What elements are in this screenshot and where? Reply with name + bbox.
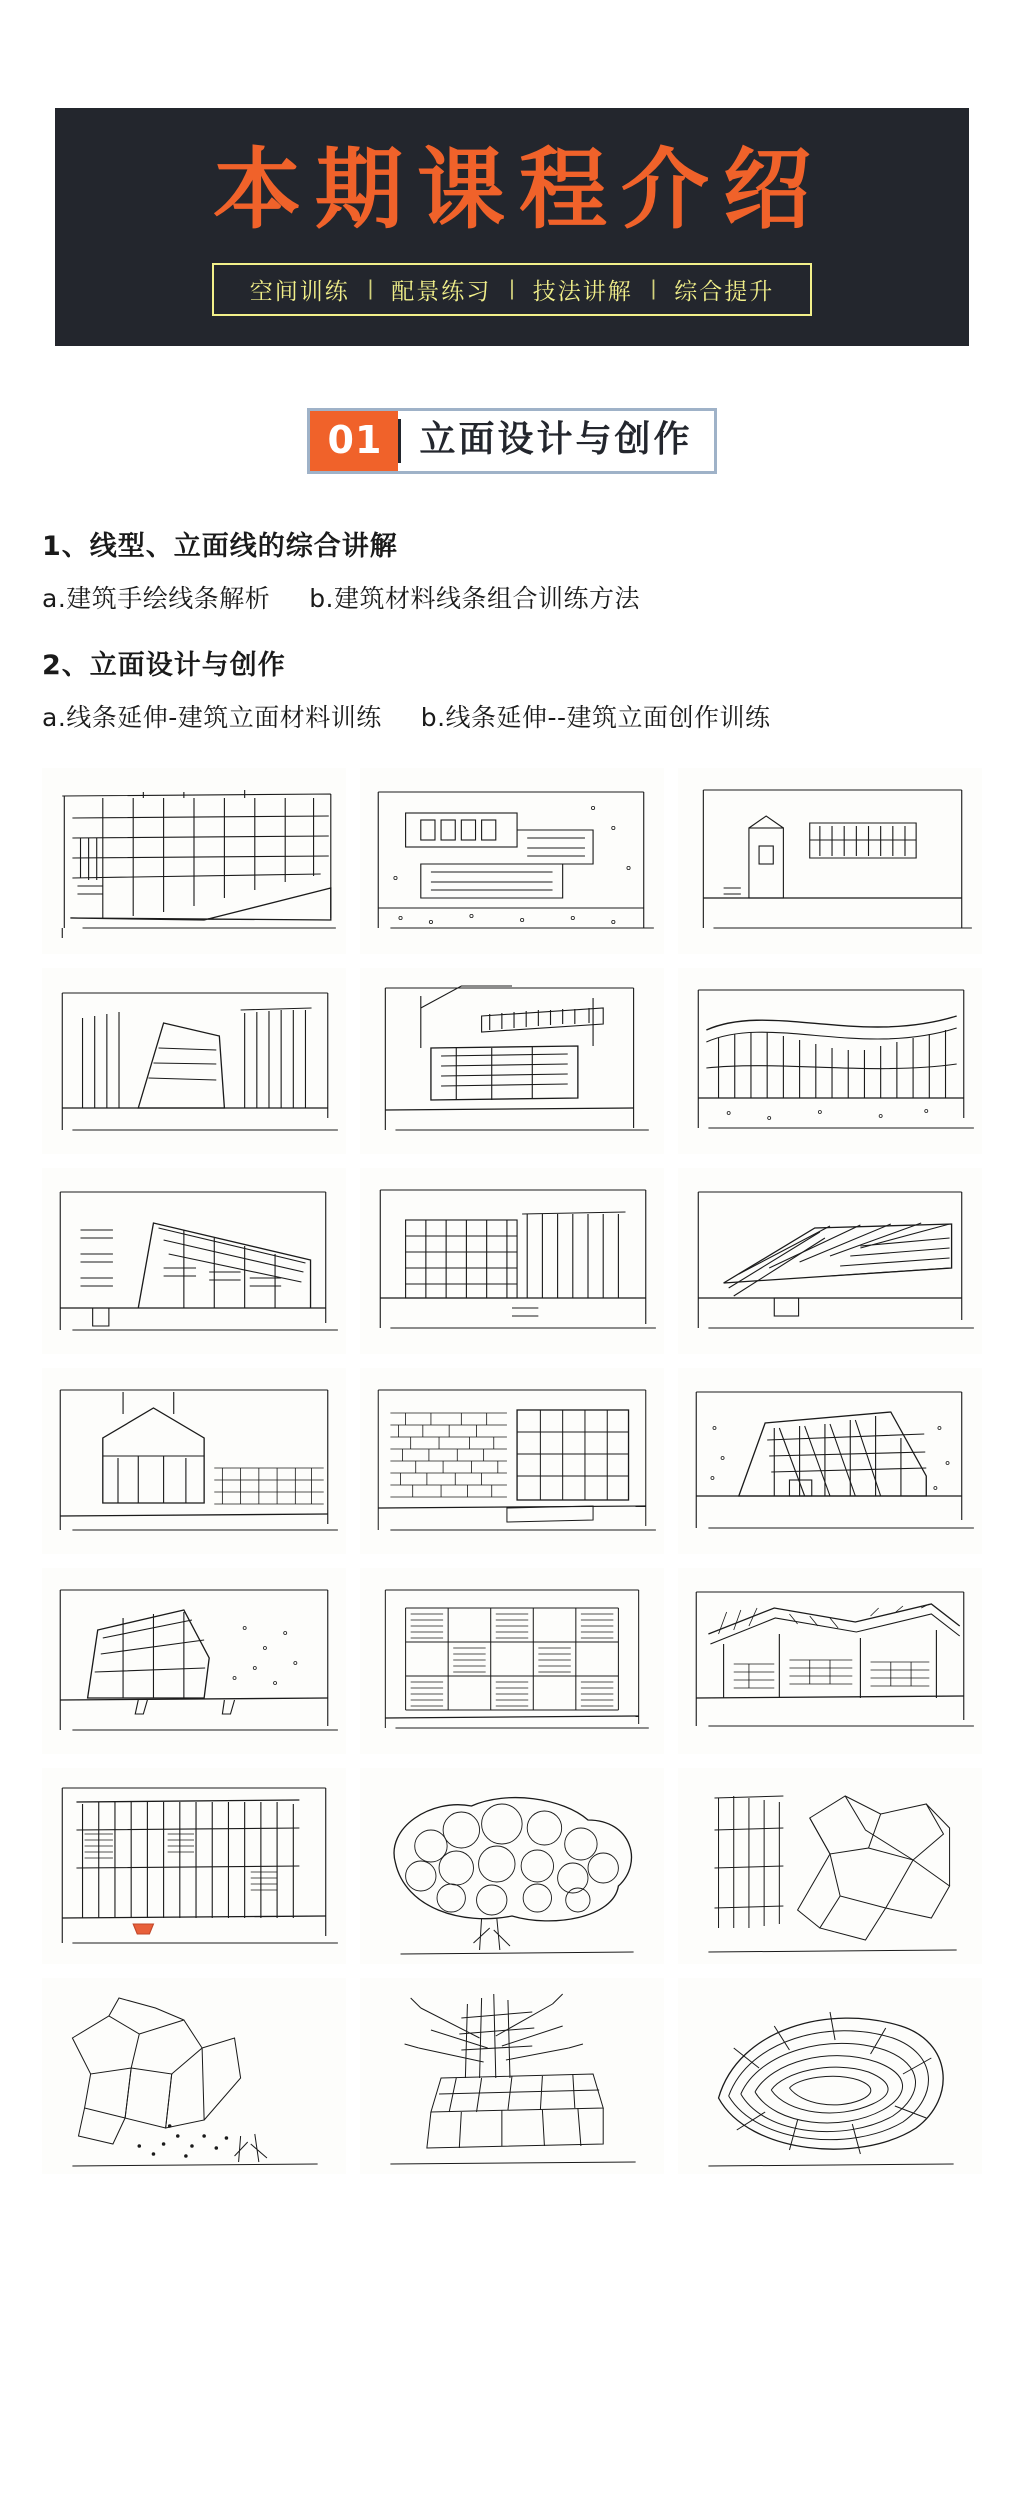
section-badge-wrapper [0, 408, 1024, 474]
outline-items-2 [42, 698, 982, 734]
gallery-row [42, 1978, 982, 2174]
sketch-facade-checker-grid [360, 1568, 664, 1754]
hero-banner [55, 108, 969, 346]
sketch-facade-vertical-louvre [42, 1768, 346, 1964]
outline-items-1 [42, 579, 982, 615]
course-outline [42, 524, 982, 734]
gallery-row [42, 1168, 982, 1354]
outline-item-1b: b.建筑材料线条组合训练方法 [309, 583, 641, 613]
sketch-facade-small-pavilion [678, 768, 982, 954]
sketch-scene-tree-cluster [360, 1768, 664, 1964]
gallery-row [42, 1368, 982, 1554]
sketch-facade-stepped-blocks [360, 768, 664, 954]
gallery-row [42, 768, 982, 954]
sketch-gallery [42, 768, 982, 2174]
hero-tag-2: 配景练习 [391, 277, 492, 304]
outline-item-2b: b.线条延伸--建筑立面创作训练 [420, 702, 771, 732]
page-title: 本期课程介绍 [212, 138, 825, 241]
outline-item-2a: a.线条延伸-建筑立面材料训练 [42, 702, 382, 732]
sketch-facade-gable-house [42, 1368, 346, 1554]
poster-page [0, 108, 1024, 2174]
gallery-row [42, 968, 982, 1154]
sketch-facade-grid-ramp [42, 768, 346, 954]
hero-tag-separator: | [509, 277, 515, 301]
sketch-scene-fragmented-blocks [42, 1978, 346, 2174]
outline-item-1a: a.建筑手绘线条解析 [42, 583, 271, 613]
section-badge [307, 408, 718, 474]
sketch-facade-truss-slope [42, 1168, 346, 1354]
sketch-facade-folded-roof [678, 1368, 982, 1554]
section-number: 01 [310, 411, 399, 471]
sketch-facade-diagonal-lattice [678, 1168, 982, 1354]
outline-heading-2: 2、立面设计与创作 [42, 649, 286, 681]
outline-heading-1: 1、线型、立面线的综合讲解 [42, 530, 398, 562]
sketch-facade-pavilion-canopy [678, 1568, 982, 1754]
hero-tag-separator: | [367, 277, 374, 301]
gallery-row [42, 1568, 982, 1754]
sketch-facade-angled-wall [42, 968, 346, 1154]
section-title: 立面设计与创作 [419, 418, 693, 460]
hero-tag-separator: | [650, 277, 657, 301]
sketch-facade-cantilever-beam [360, 968, 664, 1154]
sketch-scene-abstract-shards [678, 1768, 982, 1964]
gallery-row [42, 1768, 982, 1964]
sketch-facade-window-bay [360, 1168, 664, 1354]
hero-tag-strip [212, 263, 812, 316]
sketch-scene-organic-swirl [678, 1978, 982, 2174]
hero-tag-1: 空间训练 [249, 277, 350, 304]
sketch-facade-stone-wall-window [360, 1368, 664, 1554]
hero-tag-3: 技法讲解 [532, 277, 633, 304]
sketch-scene-bamboo-structure [360, 1978, 664, 2174]
sketch-facade-curved-roof [678, 968, 982, 1154]
sketch-facade-tilted-frame [42, 1568, 346, 1754]
hero-tag-4: 综合提升 [674, 277, 775, 304]
